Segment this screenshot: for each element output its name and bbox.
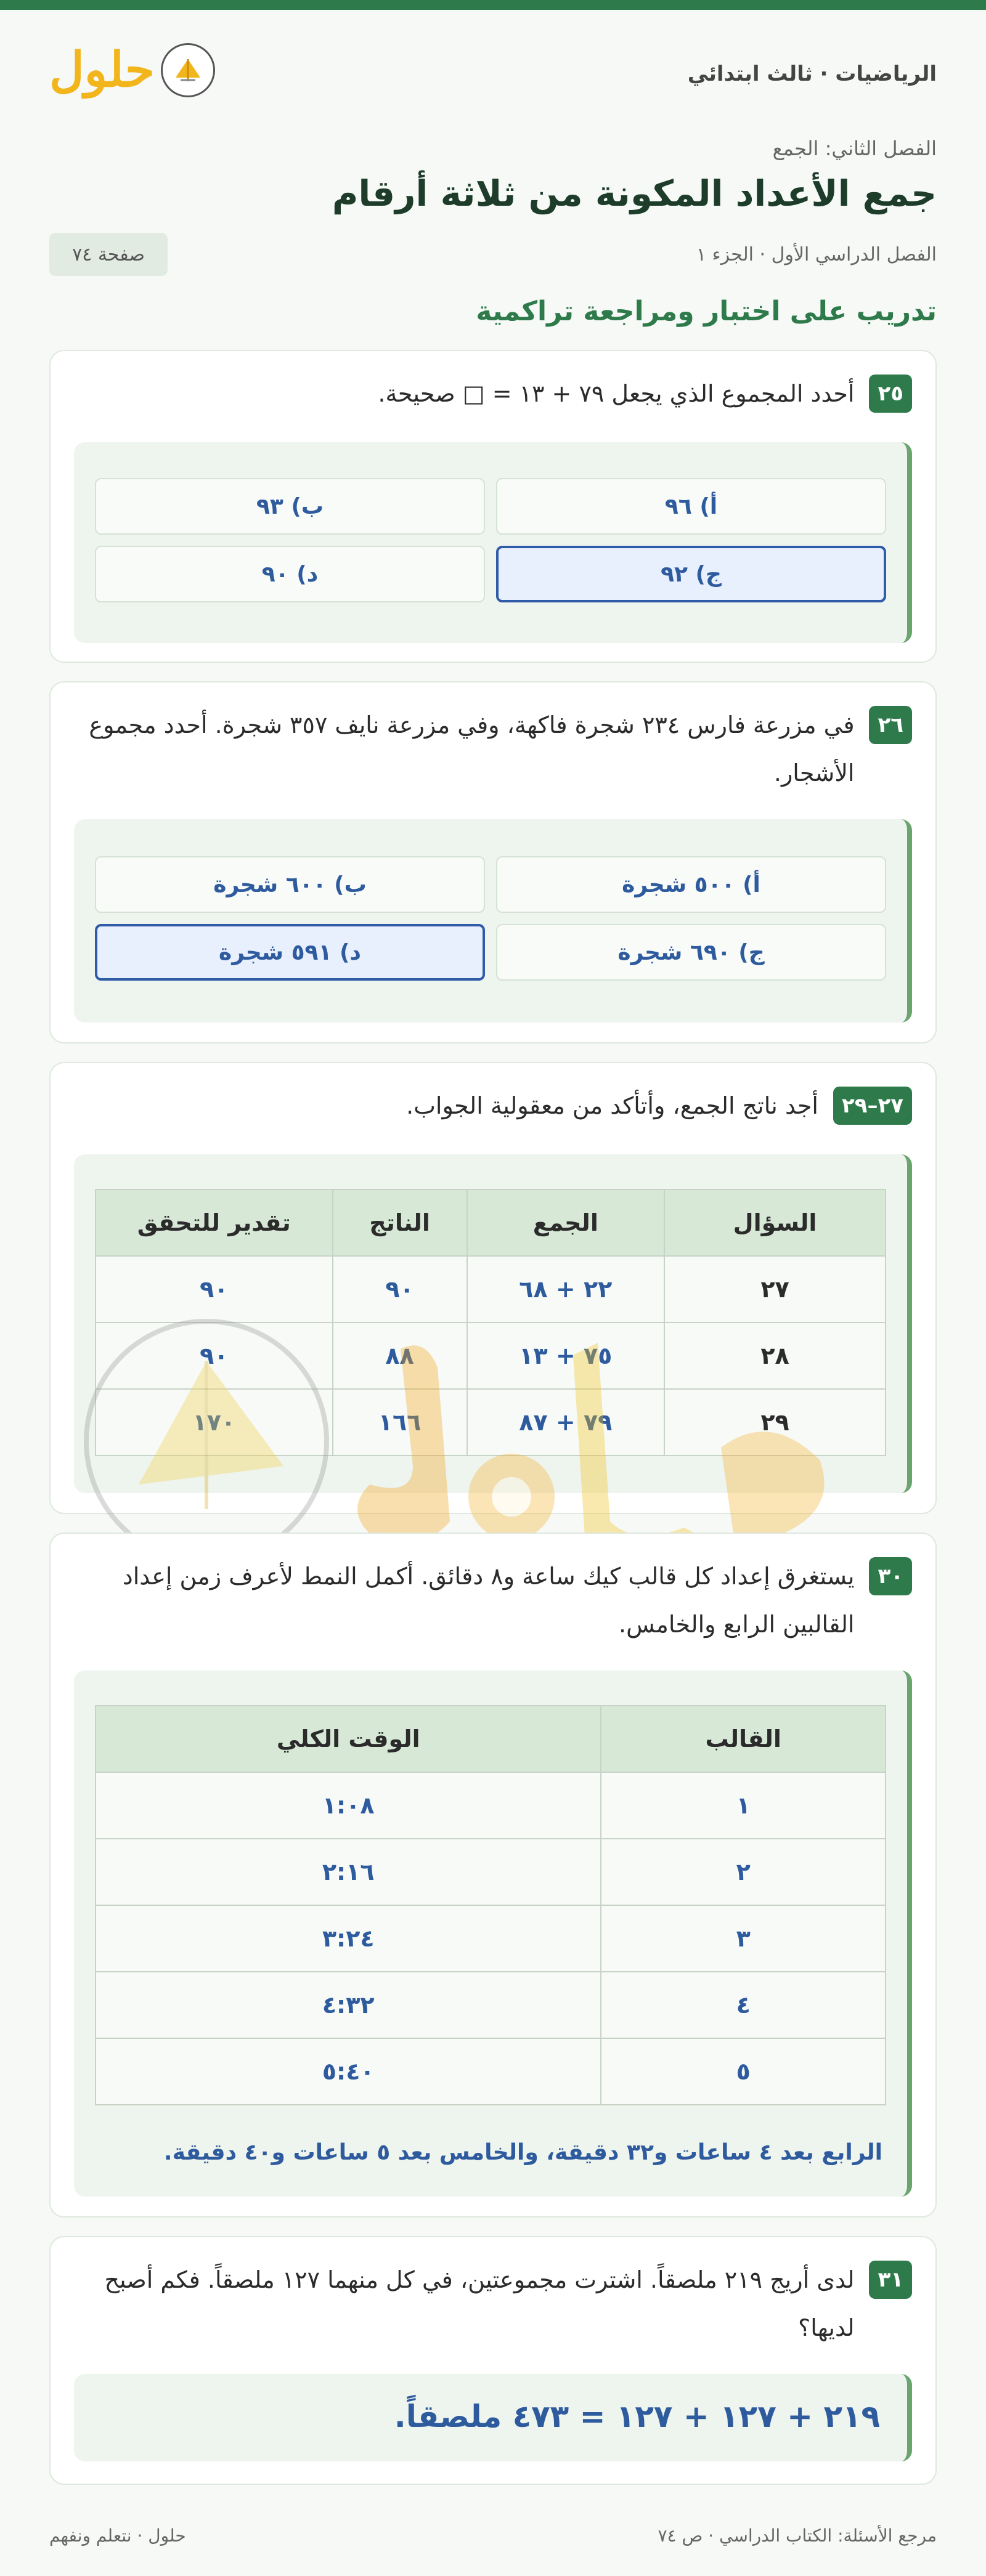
option-a[interactable]: أ) ٩٦ — [496, 478, 886, 535]
options-grid — [95, 856, 886, 981]
table-row — [96, 1905, 886, 1972]
total-time: ٤:٣٢ — [96, 1972, 601, 2038]
top-accent-bar — [0, 0, 986, 10]
estimate: ١٧٠ — [96, 1389, 333, 1456]
logo-book-icon — [161, 43, 215, 97]
question-header — [74, 1557, 912, 1648]
total-time: ١:٠٨ — [96, 1772, 601, 1839]
question-number: ٢٧–٢٩ — [833, 1087, 912, 1125]
cake-number: ٥ — [601, 2038, 886, 2105]
row-number: ٢٩ — [664, 1389, 886, 1456]
cake-number: ٣ — [601, 1905, 886, 1972]
question-text: أحدد المجموع الذي يجعل ٧٩ + ١٣ = □ صحيحة. — [378, 380, 855, 407]
total-time: ٢:١٦ — [96, 1839, 601, 1905]
option-d-selected[interactable]: د) ٥٩١ شجرة — [95, 924, 485, 981]
table-row — [96, 2038, 886, 2105]
question-header — [74, 1087, 912, 1130]
table-header-row — [96, 1706, 886, 1772]
question-header — [74, 706, 912, 797]
column-header: القالب — [601, 1706, 886, 1772]
question-text: لدى أريج ٢١٩ ملصقاً. اشترت مجموعتين، في كل منهما ١٢٧ ملصقاً. فكم أصبح لديها؟ — [104, 2266, 855, 2341]
cake-number: ٤ — [601, 1972, 886, 2038]
row-number: ٢٧ — [664, 1256, 886, 1322]
sum-result: ٨٨ — [333, 1322, 467, 1389]
footer-tagline: حلول · نتعلم ونفهم — [49, 2525, 186, 2546]
total-time: ٣:٢٤ — [96, 1905, 601, 1972]
question-card-30 — [49, 1533, 937, 2218]
page-header — [49, 39, 937, 113]
column-header: الوقت الكلي — [96, 1706, 601, 1772]
question-text: يستغرق إعداد كل قالب كيك ساعة و٨ دقائق. أكمل النمط لأعرف زمن إعداد القالبين الرابع والخامس. — [122, 1563, 855, 1638]
table-row — [96, 1839, 886, 1905]
options-panel — [74, 442, 912, 643]
subject-label: الرياضيات · ثالث ابتدائي — [687, 62, 937, 86]
table-panel — [74, 1671, 912, 2197]
table-row — [96, 1389, 886, 1456]
question-header — [74, 2261, 912, 2352]
sum-expression: ٧٩ + ٨٧ — [467, 1389, 665, 1456]
page-title: جمع الأعداد المكونة من ثلاثة أرقام — [332, 172, 937, 214]
option-b[interactable]: ب) ٦٠٠ شجرة — [95, 856, 485, 913]
estimate: ٩٠ — [96, 1256, 333, 1322]
table-panel — [74, 1154, 912, 1493]
answer-panel — [74, 2374, 912, 2461]
row-number: ٢٨ — [664, 1322, 886, 1389]
sum-result: ١٦٦ — [333, 1389, 467, 1456]
footer-reference: مرجع الأسئلة: الكتاب الدراسي · ص ٧٤ — [658, 2525, 937, 2546]
answer-text: ٢١٩ + ١٢٧ + ١٢٧ = ٤٧٣ ملصقاً. — [394, 2399, 880, 2434]
column-header: السؤال — [664, 1189, 886, 1256]
estimate: ٩٠ — [96, 1322, 333, 1389]
sum-result: ٩٠ — [333, 1256, 467, 1322]
question-card-27-29 — [49, 1062, 937, 1514]
option-c[interactable]: ج) ٦٩٠ شجرة — [496, 924, 886, 981]
option-a[interactable]: أ) ٥٠٠ شجرة — [496, 856, 886, 913]
column-header: الجمع — [467, 1189, 665, 1256]
question-card-26 — [49, 681, 937, 1043]
question-card-31 — [49, 2236, 937, 2485]
section-title: تدريب على اختبار ومراجعة تراكمية — [476, 296, 937, 327]
option-d[interactable]: د) ٩٠ — [95, 546, 485, 602]
cake-time-table — [95, 1705, 886, 2105]
table-row — [96, 1256, 886, 1322]
sum-expression: ٢٢ + ٦٨ — [467, 1256, 665, 1322]
brand-name: حلول — [49, 42, 155, 98]
option-c-selected[interactable]: ج) ٩٢ — [496, 546, 886, 602]
semester-label: الفصل الدراسي الأول · الجزء ١ — [696, 244, 937, 265]
option-b[interactable]: ب) ٩٣ — [95, 478, 485, 535]
question-card-25 — [49, 350, 937, 663]
question-number: ٢٥ — [869, 375, 912, 413]
page-badge: صفحة ٧٤ — [49, 233, 168, 276]
chapter-label: الفصل الثاني: الجمع — [772, 137, 937, 160]
table-row — [96, 1772, 886, 1839]
column-header: تقدير للتحقق — [96, 1189, 333, 1256]
cake-number: ١ — [601, 1772, 886, 1839]
total-time: ٥:٤٠ — [96, 2038, 601, 2105]
question-number: ٢٦ — [869, 706, 912, 744]
answer-text: الرابع بعد ٤ ساعات و٣٢ دقيقة، والخامس بعد ٥ ساعات و٤٠ دقيقة. — [163, 2140, 882, 2165]
table-row — [96, 1322, 886, 1389]
question-number: ٣١ — [869, 2261, 912, 2299]
question-number: ٣٠ — [869, 1557, 912, 1595]
question-text: أجد ناتج الجمع، وأتأكد من معقولية الجواب. — [406, 1092, 818, 1119]
cake-number: ٢ — [601, 1839, 886, 1905]
table-header-row — [96, 1189, 886, 1256]
column-header: الناتج — [333, 1189, 467, 1256]
table-row — [96, 1972, 886, 2038]
question-header — [74, 375, 912, 418]
brand-logo[interactable] — [49, 43, 215, 97]
question-text: في مزرعة فارس ٢٣٤ شجرة فاكهة، وفي مزرعة نايف ٣٥٧ شجرة. أحدد مجموع الأشجار. — [89, 711, 855, 787]
options-grid — [95, 478, 886, 602]
options-panel — [74, 819, 912, 1023]
sum-expression: ٧٥ + ١٣ — [467, 1322, 665, 1389]
sums-table — [95, 1189, 886, 1456]
